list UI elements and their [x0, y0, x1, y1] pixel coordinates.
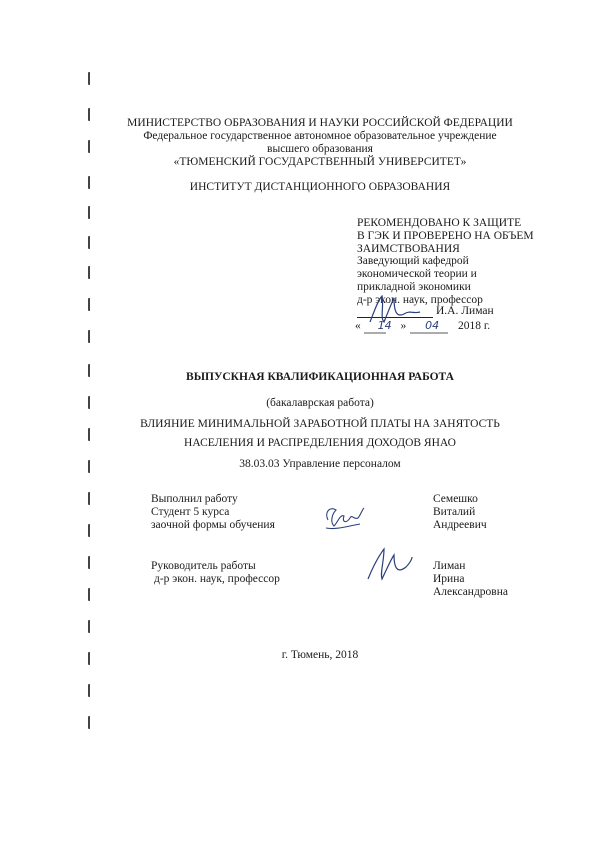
- author-name: [433, 493, 487, 532]
- approval-line: РЕКОМЕНДОВАНО К ЗАЩИТЕ: [357, 217, 522, 229]
- binding-hole: [88, 716, 93, 729]
- work-title-line-2: НАСЕЛЕНИЯ И РАСПРЕДЕЛЕНИЯ ДОХОДОВ ЯНАО: [184, 437, 456, 449]
- approval-signer: И.А. Лиман: [436, 305, 494, 317]
- binding-hole: [88, 556, 93, 569]
- binding-hole: [88, 298, 93, 311]
- work-subtype: (бакалаврская работа): [266, 397, 374, 409]
- author-role-line: Студент 5 курса: [151, 506, 230, 518]
- binding-hole: [88, 330, 93, 343]
- binding-hole: [88, 524, 93, 537]
- approval-line: прикладной экономики: [357, 280, 471, 293]
- author-firstname: Виталий: [433, 506, 476, 518]
- ministry-heading: МИНИСТЕРСТВО ОБРАЗОВАНИЯ И НАУКИ РОССИЙСКОЙ ФЕДЕРАЦИИ: [127, 117, 513, 129]
- author-role-line: Выполнил работу: [151, 493, 238, 505]
- approval-line: В ГЭК И ПРОВЕРЕНО НА ОБЪЕМ: [357, 229, 534, 242]
- institution-type: Федеральное государственное автономное образовательное учреждение: [143, 130, 497, 142]
- work-type: ВЫПУСКНАЯ КВАЛИФИКАЦИОННАЯ РАБОТА: [186, 371, 454, 383]
- supervisor-role: [151, 560, 280, 586]
- supervisor-role-line: д-р экон. наук, профессор: [154, 573, 280, 585]
- institution-type-2: высшего образования: [267, 143, 373, 155]
- approval-line: экономической теории и: [357, 268, 477, 281]
- approval-date: [355, 319, 500, 333]
- specialty: 38.03.03 Управление персоналом: [239, 458, 401, 470]
- supervisor-name: [433, 560, 508, 599]
- binding-hole: [88, 236, 93, 249]
- author-signature-image: [320, 500, 368, 534]
- binding-hole: [88, 72, 93, 85]
- date-underline: [364, 332, 484, 336]
- supervisor-firstname: Ирина: [433, 573, 465, 585]
- supervisor-signature-image: [362, 545, 414, 585]
- binding-hole: [88, 684, 93, 697]
- author-surname: Семешко: [433, 493, 478, 505]
- date-open-quote: «: [355, 320, 361, 332]
- date-close-quote: »: [400, 320, 407, 332]
- binding-hole: [88, 620, 93, 633]
- approval-line: ЗАИМСТВОВАНИЯ: [357, 242, 460, 255]
- supervisor-patronymic: Александровна: [433, 586, 508, 598]
- approval-line: д-р экон. наук, профессор: [357, 293, 483, 306]
- binding-hole: [88, 266, 93, 279]
- author-patronymic: Андреевич: [433, 519, 487, 531]
- author-role: [151, 493, 275, 532]
- binding-hole: [88, 206, 93, 219]
- binding-hole: [88, 492, 93, 505]
- place-year: г. Тюмень, 2018: [281, 649, 359, 661]
- date-year: 2018 г.: [458, 320, 491, 332]
- work-title-line-1: ВЛИЯНИЕ МИНИМАЛЬНОЙ ЗАРАБОТНОЙ ПЛАТЫ НА ЗАНЯТОСТЬ: [140, 418, 500, 430]
- approval-line: Заведующий кафедрой: [357, 255, 469, 268]
- university-name: «ТЮМЕНСКИЙ ГОСУДАРСТВЕННЫЙ УНИВЕРСИТЕТ»: [173, 156, 467, 168]
- supervisor-role-line: Руководитель работы: [151, 560, 256, 572]
- date-day: 14: [377, 319, 392, 332]
- date-month: 04: [425, 319, 440, 332]
- supervisor-surname: Лиман: [433, 560, 466, 572]
- author-role-line: заочной формы обучения: [151, 519, 275, 531]
- institute-name: ИНСТИТУТ ДИСТАНЦИОННОГО ОБРАЗОВАНИЯ: [189, 181, 451, 193]
- binding-hole: [88, 588, 93, 601]
